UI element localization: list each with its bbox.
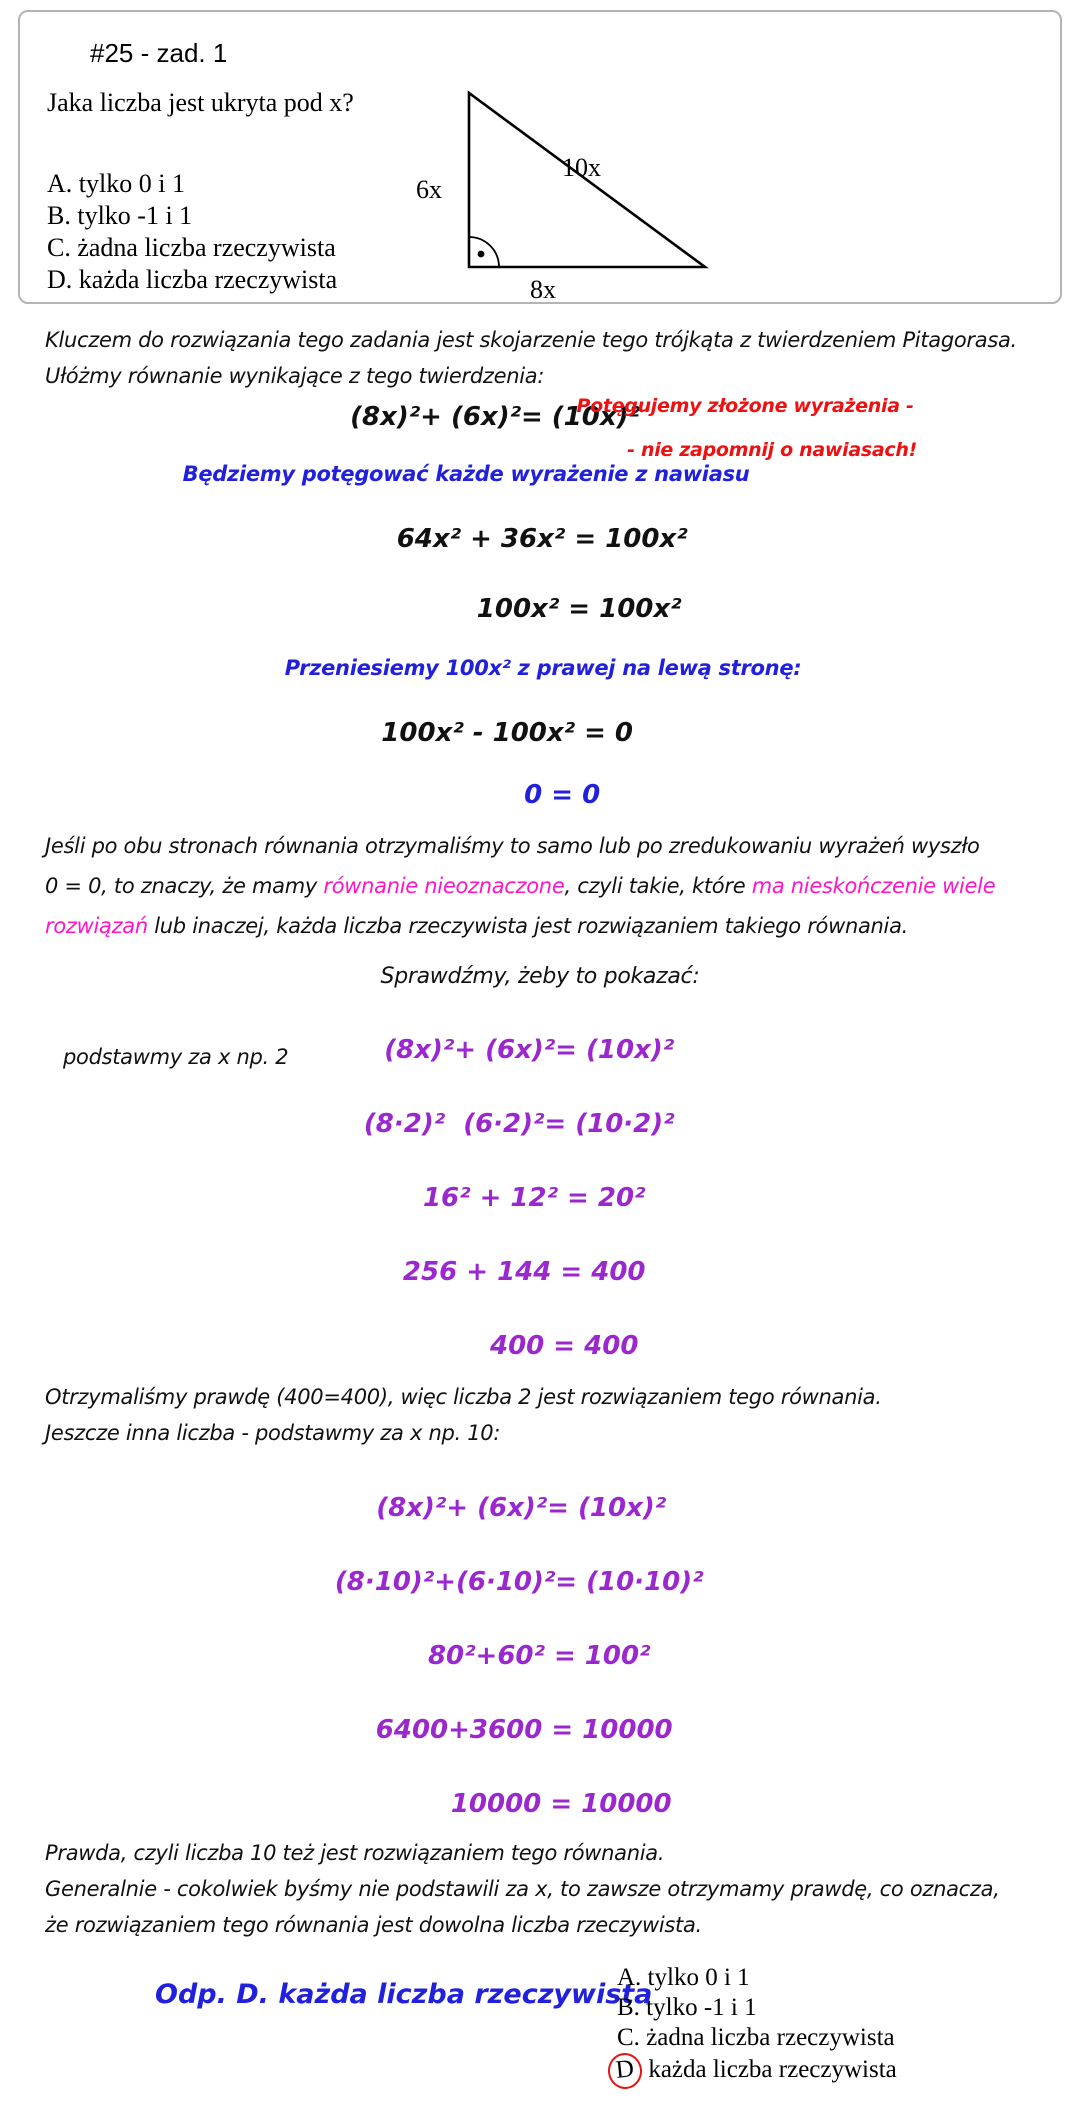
highlight-indeterminate-equation: równanie nieoznaczone <box>323 874 565 898</box>
check2-eq-2-text: (8·10)²+(6·10)²= (10·10)² <box>334 1567 704 1597</box>
blue-note-1-text: Będziemy potęgować każde wyrażenie z nawiasu <box>182 462 750 486</box>
recap-option-c: C. żadna liczba rzeczywista <box>617 2024 895 2051</box>
intro-line-2: Ułóżmy równanie wynikające z tego twierdzenia: <box>45 364 545 388</box>
equation-equal <box>45 564 1035 624</box>
answer-options-recap <box>614 1963 897 2089</box>
conclusion-line-1: Prawda, czyli liczba 10 też jest rozwiązaniem tego równania. <box>45 1841 665 1865</box>
check1-eq-1-text: (8x)²+ (6x)²= (10x)² <box>384 1035 675 1065</box>
recap-option-b: B. tylko -1 i 1 <box>617 1994 757 2021</box>
check2-eq-3 <box>45 1601 1035 1675</box>
question-text: Jaka liczba jest ukryta pod x? <box>47 88 354 117</box>
paragraph-line-2a: 0 = 0, to znaczy, że mamy <box>45 874 324 898</box>
check1-eq-4 <box>45 1217 1035 1291</box>
check2-eq-4-text: 6400+3600 = 10000 <box>375 1715 673 1745</box>
blue-note-2-text: Przeniesiemy 100x² z prawej na lewą stronę: <box>284 656 802 680</box>
check-heading: Sprawdźmy, żeby to pokazać: <box>380 964 700 989</box>
check2-eq-5 <box>45 1749 1035 1823</box>
check2-intro-line: Jeszcze inna liczba - podstawmy za x np. 10: <box>45 1421 501 1445</box>
check2-eq-5-text: 10000 = 10000 <box>450 1789 672 1819</box>
paragraph-line-1: Jeśli po obu stronach równania otrzymaliśmy to samo lub po zredukowaniu wyrażeń wyszło <box>45 834 980 858</box>
red-note-line-2: - nie zapomnij o nawiasach! <box>627 439 917 461</box>
pythagoras-equation-row <box>45 395 1035 461</box>
red-note-line-1: Potęgujemy złożone wyrażenia - <box>576 395 914 417</box>
check2-eq-4 <box>45 1675 1035 1749</box>
paragraph-line-3 <box>45 906 1035 946</box>
question-options <box>47 168 337 296</box>
conclusion-line-3: że rozwiązaniem tego równania jest dowolna liczba rzeczywista. <box>45 1913 702 1937</box>
label-hypotenuse: 10x <box>562 153 601 182</box>
equation-moved <box>45 688 1035 748</box>
label-leg-horizontal: 8x <box>530 275 556 304</box>
label-leg-vertical: 6x <box>416 175 442 204</box>
check-block-x2 <box>45 995 1035 1365</box>
check1-eq-2 <box>45 1069 1035 1143</box>
question-box <box>18 10 1062 304</box>
option-c: C. żadna liczba rzeczywista <box>47 233 336 262</box>
pythagoras-equation: (8x)²+ (6x)²= (10x)² <box>350 402 640 432</box>
task-heading: #25 - zad. 1 <box>90 38 228 68</box>
check2-eq-3-text: 80²+60² = 100² <box>427 1641 651 1671</box>
equation-expanded-text: 64x² + 36x² = 100x² <box>396 524 688 554</box>
recap-option-a: A. tylko 0 i 1 <box>617 1964 750 1991</box>
option-a: A. tylko 0 i 1 <box>47 169 185 198</box>
check1-eq-3-text: 16² + 12² = 20² <box>422 1183 646 1213</box>
after-check1-line: Otrzymaliśmy prawdę (400=400), więc liczba 2 jest rozwiązaniem tego równania. <box>45 1385 882 1409</box>
answer-row <box>45 1963 1035 2113</box>
check1-eq-3 <box>45 1143 1035 1217</box>
worksheet-page <box>0 10 1080 2084</box>
equation-equal-text: 100x² = 100x² <box>476 594 682 624</box>
check-block-x10 <box>45 1453 1035 1823</box>
check1-eq-4-text: 256 + 144 = 400 <box>402 1257 646 1287</box>
right-angle-dot <box>478 251 485 258</box>
check1-eq-5 <box>45 1291 1035 1365</box>
equation-zero-text: 0 = 0 <box>524 780 601 810</box>
check2-eq-1-text: (8x)²+ (6x)²= (10x)² <box>376 1493 667 1523</box>
check1-eq-2-text: (8·2)² (6·2)²= (10·2)² <box>363 1109 675 1139</box>
recap-option-d-text: każda liczba rzeczywista <box>642 2056 897 2083</box>
intro-line-1: Kluczem do rozwiązania tego zadania jest skojarzenie tego trójkąta z twierdzeniem Pitagorasa. <box>45 328 1017 352</box>
circled-answer-d: D <box>606 2051 644 2090</box>
equation-moved-text: 100x² - 100x² = 0 <box>381 718 634 748</box>
check2-eq-2 <box>45 1527 1035 1601</box>
blue-note-2 <box>45 632 1035 680</box>
option-d: D. każda liczba rzeczywista <box>47 265 338 294</box>
equation-expanded <box>45 494 1035 554</box>
option-b: B. tylko -1 i 1 <box>47 201 193 230</box>
final-answer-text: Odp. D. każda liczba rzeczywista <box>155 1979 653 2010</box>
recap-option-d <box>614 2053 897 2089</box>
substitute-label: podstawmy za x np. 2 <box>63 1045 289 1069</box>
check1-eq-5-text: 400 = 400 <box>489 1331 639 1361</box>
right-triangle-diagram <box>402 80 732 308</box>
highlight-solutions: rozwiązań <box>45 914 148 938</box>
explanation-paragraph <box>45 826 1035 946</box>
solution-section <box>0 328 1080 2113</box>
equation-zero <box>45 750 1035 810</box>
conclusion-line-2: Generalnie - cokolwiek byśmy nie podstawili za x, to zawsze otrzymamy prawdę, co oznacza, <box>45 1877 1000 1901</box>
paragraph-line-2c: , czyli takie, które <box>564 874 752 898</box>
right-angle-arc <box>469 237 499 267</box>
paragraph-line-3b: lub inaczej, każda liczba rzeczywista jest rozwiązaniem takiego równania. <box>147 914 909 938</box>
check2-eq-1 <box>45 1453 1035 1527</box>
paragraph-line-2 <box>45 866 1035 906</box>
highlight-infinitely-many: ma nieskończenie wiele <box>751 874 996 898</box>
